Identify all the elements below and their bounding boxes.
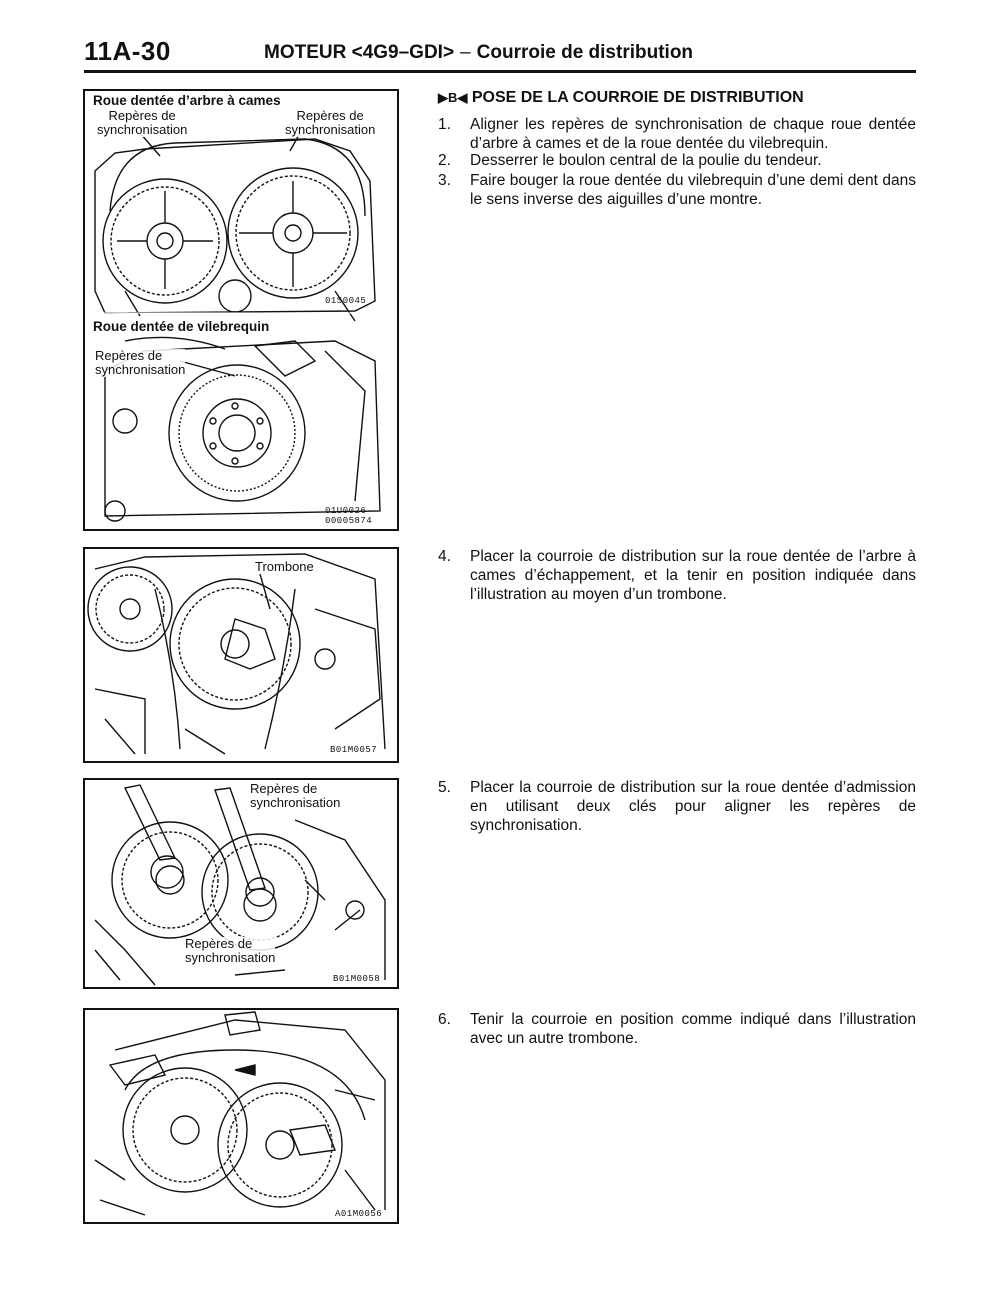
figure-code-01s0045: 01S0045 [325,296,367,306]
camshaft-sprocket-title: Roue dentée d’arbre à cames [93,93,281,108]
document-title [264,42,693,64]
figure-camshaft-crankshaft [83,89,399,531]
document-subtitle: Courroie de distribution [476,42,694,63]
title-separator: – [460,42,471,63]
figure-code-b01m0057: B01M0057 [330,745,378,755]
engine-title: MOTEUR <4G9–GDI> [264,42,455,63]
step-6 [438,1010,916,1050]
step-text: Aligner les repères de synchronisation de chaque roue dentée d’arbre à cames et de la roue dentée du vilebrequin. [470,116,916,152]
trombone-label: Trombone [255,559,314,574]
section-title: POSE DE LA COURROIE DE DISTRIBUTION [471,89,804,106]
crankshaft-sprocket-title: Roue dentée de vilebrequin [93,319,270,334]
second-trombone-illustration [85,1010,397,1222]
figure-code-01u0026: 01U0026 [325,506,367,516]
step-text: Desserrer le boulon central de la poulie du tendeur. [470,152,822,169]
page-header [84,36,916,73]
camshaft-crankshaft-illustration [85,91,397,529]
step-text: Placer la courroie de distribution sur la roue dentée d’admission en utilisant deux clés pour aligner les repères de synchronisation. [470,779,916,834]
figure-code-a01m0056: A01M0056 [335,1209,383,1219]
figure-second-trombone [83,1008,399,1224]
figure-code-b01m0058: B01M0058 [333,974,381,984]
trombone-illustration [85,549,397,761]
step-number: 5. [438,779,451,796]
step-text: Faire bouger la roue dentée du vilebrequin d’une demi dent dans le sens inverse des aiguilles d’une montre. [470,172,916,208]
section-heading [438,89,804,107]
step-text: Tenir la courroie en position comme indiqué dans l’illustration avec un autre trombone. [470,1011,916,1047]
timing-marks-label-right: Repères de synchronisation [285,108,376,137]
step-number: 2. [438,152,451,169]
step-4 [438,547,916,607]
step-2 [438,151,916,171]
step-5 [438,778,916,838]
timing-marks-label-left: Repères de synchronisation [97,108,188,137]
step-text: Placer la courroie de distribution sur la roue dentée de l’arbre à cames d’échappement, et la tenir en position indiquée dans l’illustration au moyen d’un trombone. [470,548,916,603]
figure-trombone [83,547,399,763]
step-number: 1. [438,116,451,133]
timing-marks-label-bottom: Repères de synchronisation [185,936,276,965]
section-marker: ▶B◀ [438,90,468,105]
page-number: 11A-30 [84,36,171,66]
step-3 [438,171,916,211]
step-1 [438,115,916,155]
timing-marks-label-crank: Repères de synchronisation [95,348,186,377]
figure-wrenches [83,778,399,989]
step-number: 6. [438,1011,451,1028]
step-number: 4. [438,548,451,565]
step-number: 3. [438,172,451,189]
figure-code-00005874: 00005874 [325,516,373,526]
timing-marks-label-top: Repères de synchronisation [250,781,341,810]
